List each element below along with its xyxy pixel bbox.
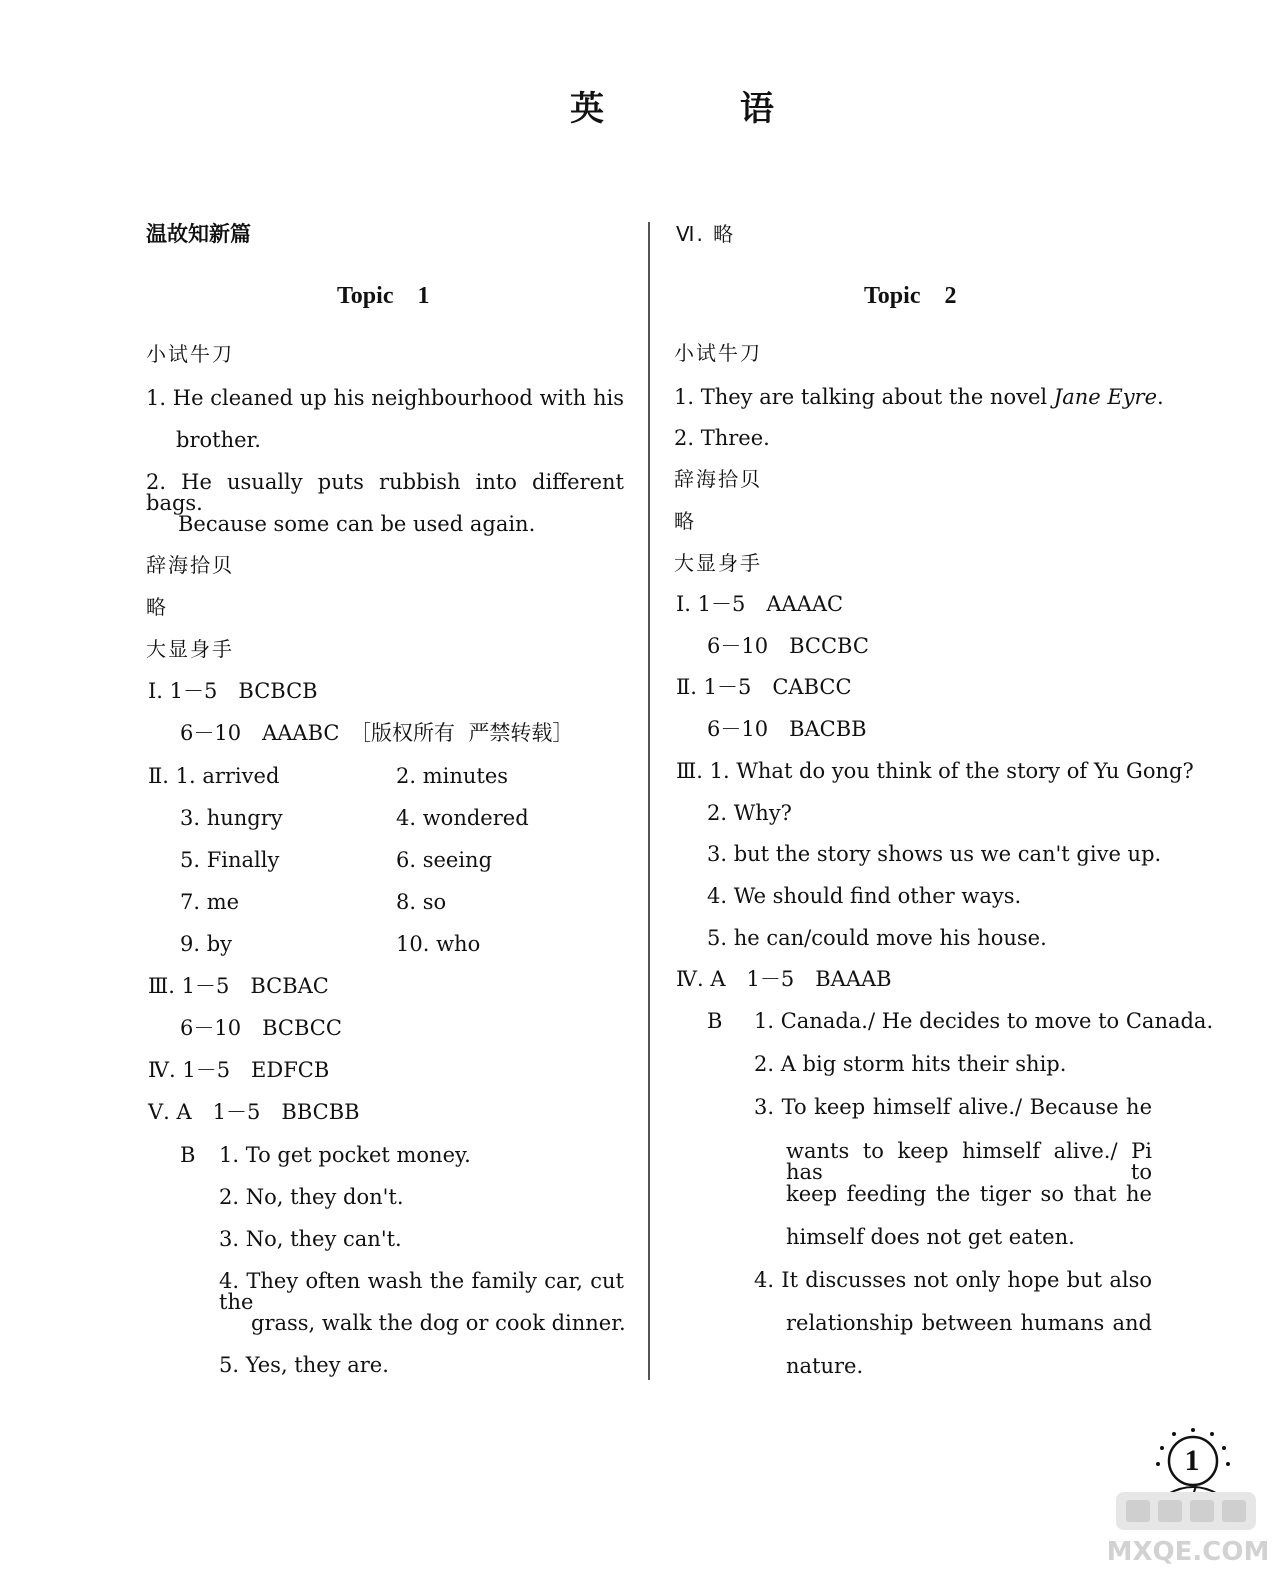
answer-line: Because some can be used again. (178, 512, 536, 536)
answer-text: . (1157, 385, 1164, 409)
answer-label: B (180, 1143, 196, 1167)
novel-title: Jane Eyre (1053, 385, 1158, 409)
answer-line: 4. We should find other ways. (707, 884, 1022, 908)
answer-line: 3. but the story shows us we can't give up. (707, 842, 1162, 866)
answer-line: relationship between humans and (786, 1311, 1152, 1335)
answer-line: Ⅱ. 1－5 CABCC (676, 675, 852, 699)
answer-text: 1. They are talking about the novel (674, 385, 1054, 409)
answer-line: 2. No, they don't. (219, 1185, 404, 1209)
answer-line: Ⅳ. A 1－5 BAAAB (676, 967, 892, 991)
answer-line: 1. He cleaned up his neighbourhood with his (146, 386, 624, 410)
answer-line: 7. me (180, 890, 240, 914)
omitted-note: 略 (146, 595, 168, 619)
subsection-cihaishibei: 辞海拾贝 (674, 467, 762, 491)
answer-line: 5. he can/could move his house. (707, 926, 1047, 950)
answer-line: 3. To keep himself alive./ Because he (754, 1095, 1152, 1119)
answer-line: 6－10 BCCBC (707, 634, 869, 658)
answer-line: 8. so (396, 890, 447, 914)
subsection-xiaoshiniudao: 小试牛刀 (674, 341, 762, 365)
answer-line: 3. No, they can't. (219, 1227, 402, 1251)
answer-line: 4. It discusses not only hope but also (754, 1268, 1152, 1292)
omitted-note: 略 (674, 509, 696, 533)
answer-line: 6－10 AAABC ［版权所有 严禁转载］ (180, 721, 574, 745)
answer-line: 2. minutes (396, 764, 509, 788)
answer-line (674, 387, 1164, 408)
watermark-logo (1096, 1488, 1280, 1569)
answer-line: 1. To get pocket money. (219, 1143, 471, 1167)
answer-line: 9. by (180, 932, 233, 956)
subsection-daxianshenshou: 大显身手 (146, 637, 234, 661)
answer-line: 5. Yes, they are. (219, 1353, 389, 1377)
subsection-xiaoshiniudao: 小试牛刀 (146, 342, 234, 366)
answer-line: Ⅰ. 1－5 AAAAC (676, 592, 844, 616)
answer-line: 10. who (396, 932, 481, 956)
answer-line: Ⅲ. 1－5 BCBAC (148, 974, 329, 998)
answer-line: 6. seeing (396, 848, 493, 872)
page-title: 英 语 (570, 89, 836, 129)
answer-line: 2. Why? (707, 801, 792, 825)
answer-line: 5. Finally (180, 848, 280, 872)
watermark-text: MXQE.COM (1106, 1537, 1270, 1567)
page-number: 1 (1184, 1444, 1200, 1477)
answer-line: Ⅴ. A 1－5 BBCBB (148, 1100, 360, 1124)
answer-line: grass, walk the dog or cook dinner. (251, 1311, 626, 1335)
answer-line: 2. He usually puts rubbish into different bags. (146, 470, 624, 515)
answer-line: 6－10 BCBCC (180, 1016, 342, 1040)
answer-line: 6－10 BACBB (707, 717, 867, 741)
column-divider (648, 222, 650, 1380)
answer-label: B (707, 1009, 723, 1033)
answer-line: 3. hungry (180, 806, 283, 830)
answer-line: nature. (786, 1354, 864, 1378)
answer-line: Ⅱ. 1. arrived (148, 764, 280, 788)
answer-line: Ⅵ. 略 (676, 222, 736, 246)
answer-line: wants to keep himself alive./ Pi has to (786, 1139, 1152, 1184)
answer-line: Ⅰ. 1－5 BCBCB (148, 679, 318, 703)
topic-heading-1: Topic 1 (337, 283, 430, 309)
answer-line: brother. (176, 428, 261, 452)
subsection-daxianshenshou: 大显身手 (674, 551, 762, 575)
answer-line: 4. They often wash the family car, cut the (219, 1269, 624, 1314)
subsection-cihaishibei: 辞海拾贝 (146, 553, 234, 577)
answer-line: himself does not get eaten. (786, 1225, 1075, 1249)
answer-line: 2. A big storm hits their ship. (754, 1052, 1067, 1076)
answer-line: Ⅲ. 1. What do you think of the story of Yu Gong? (676, 759, 1194, 783)
topic-heading-2: Topic 2 (864, 283, 957, 309)
section-heading: 温故知新篇 (146, 222, 251, 246)
answer-line: 2. Three. (674, 426, 770, 450)
answer-line: 4. wondered (396, 806, 529, 830)
answer-line: Ⅳ. 1－5 EDFCB (148, 1058, 330, 1082)
answer-line: keep feeding the tiger so that he (786, 1182, 1152, 1206)
answer-line: 1. Canada./ He decides to move to Canada. (754, 1009, 1214, 1033)
